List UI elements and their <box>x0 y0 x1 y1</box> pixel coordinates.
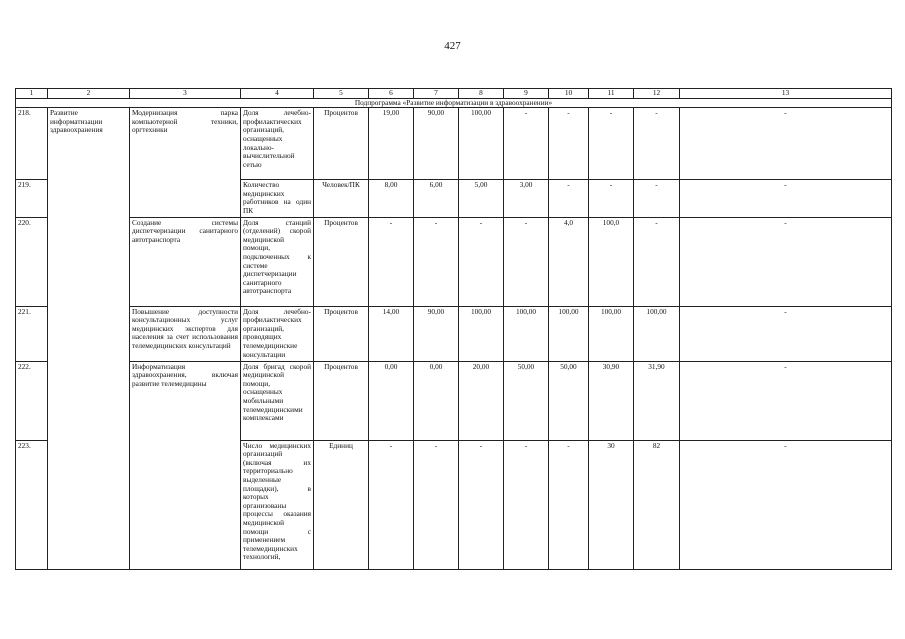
table-row <box>16 108 892 180</box>
subprogram-title: Подпрограмма «Развитие информатизации в здравоохранении» <box>16 98 892 108</box>
value-cell: 90,00 <box>414 108 459 180</box>
row-number: 218. <box>16 108 48 180</box>
unit-cell: Процентов <box>314 306 369 361</box>
value-cell: 82 <box>634 440 680 569</box>
value-cell: 20,00 <box>459 361 504 440</box>
value-cell: - <box>504 108 549 180</box>
value-cell: - <box>414 440 459 569</box>
value-cell: - <box>680 217 892 306</box>
value-cell: - <box>589 180 634 217</box>
task-cell: Информатизация здравоохранения, включая развитие телемедицины <box>130 361 241 569</box>
column-header: 13 <box>680 89 892 99</box>
table-row <box>16 306 892 361</box>
value-cell: - <box>634 217 680 306</box>
task-cell: Создание системы диспетчеризации санитарного автотранспорта <box>130 217 241 306</box>
value-cell: 31,90 <box>634 361 680 440</box>
column-header: 2 <box>48 89 130 99</box>
value-cell: - <box>459 440 504 569</box>
column-header: 10 <box>549 89 589 99</box>
value-cell: 100,00 <box>504 306 549 361</box>
column-header: 9 <box>504 89 549 99</box>
column-header: 5 <box>314 89 369 99</box>
value-cell: - <box>589 108 634 180</box>
value-cell: - <box>549 180 589 217</box>
value-cell: 50,00 <box>549 361 589 440</box>
goal-cell: Развитие информатизации здравоохранения <box>48 108 130 569</box>
value-cell: - <box>634 180 680 217</box>
unit-cell: Процентов <box>314 361 369 440</box>
row-number: 223. <box>16 440 48 569</box>
value-cell: 30 <box>589 440 634 569</box>
task-cell: Модернизация парка компьютерной техники, оргтехники <box>130 108 241 217</box>
value-cell: - <box>680 440 892 569</box>
indicator-cell: Доля станций (отделений) скорой медицинской помощи, подключенных к системе диспетчеризации санитарного автотранспорта <box>241 217 314 306</box>
value-cell: - <box>680 361 892 440</box>
column-header: 12 <box>634 89 680 99</box>
value-cell: - <box>504 217 549 306</box>
unit-cell: Человек/ПК <box>314 180 369 217</box>
value-cell: 0,00 <box>414 361 459 440</box>
column-header: 6 <box>369 89 414 99</box>
page-number: 427 <box>444 40 461 52</box>
indicator-cell: Доля лечебно-профилактических организаций, оснащенных локально-вычислительной сетью <box>241 108 314 180</box>
value-cell: 30,90 <box>589 361 634 440</box>
value-cell: - <box>680 306 892 361</box>
column-header: 4 <box>241 89 314 99</box>
row-number: 219. <box>16 180 48 217</box>
column-header: 1 <box>16 89 48 99</box>
column-header: 3 <box>130 89 241 99</box>
value-cell: 0,00 <box>369 361 414 440</box>
row-number: 221. <box>16 306 48 361</box>
value-cell: 50,00 <box>504 361 549 440</box>
unit-cell: Единиц <box>314 440 369 569</box>
value-cell: - <box>369 440 414 569</box>
row-number: 222. <box>16 361 48 440</box>
table-row <box>16 361 892 440</box>
unit-cell: Процентов <box>314 108 369 180</box>
value-cell: 3,00 <box>504 180 549 217</box>
indicator-cell: Доля лечебно-профилактических организаций, проводящих телемедицинские консультации <box>241 306 314 361</box>
value-cell: - <box>414 217 459 306</box>
value-cell: 100,00 <box>549 306 589 361</box>
value-cell: - <box>549 440 589 569</box>
unit-cell: Процентов <box>314 217 369 306</box>
row-number: 220. <box>16 217 48 306</box>
column-header: 7 <box>414 89 459 99</box>
indicator-cell: Число медицинских организаций (включая их территориально выделенные площадки), в которых организованы процессы оказания медицинской помощи с применением телемедицинских технологий, <box>241 440 314 569</box>
value-cell: 100,00 <box>589 306 634 361</box>
indicators-table <box>15 88 892 570</box>
value-cell: - <box>680 108 892 180</box>
indicator-cell: Количество медицинских работников на один ПК <box>241 180 314 217</box>
indicator-cell: Доля бригад скорой медицинской помощи, оснащенных мобильными телемедицинскими комплексами <box>241 361 314 440</box>
value-cell: 4,0 <box>549 217 589 306</box>
value-cell: - <box>459 217 504 306</box>
value-cell: - <box>504 440 549 569</box>
column-header: 8 <box>459 89 504 99</box>
value-cell: 100,00 <box>459 306 504 361</box>
column-number-row <box>16 89 892 99</box>
value-cell: 90,00 <box>414 306 459 361</box>
value-cell: - <box>680 180 892 217</box>
value-cell: 5,00 <box>459 180 504 217</box>
value-cell: - <box>634 108 680 180</box>
value-cell: 14,00 <box>369 306 414 361</box>
value-cell: 100,0 <box>589 217 634 306</box>
value-cell: - <box>549 108 589 180</box>
table-row <box>16 217 892 306</box>
value-cell: 8,00 <box>369 180 414 217</box>
value-cell: 100,00 <box>459 108 504 180</box>
value-cell: - <box>369 217 414 306</box>
subprogram-row <box>16 98 892 108</box>
value-cell: 100,00 <box>634 306 680 361</box>
task-cell: Повышение доступности консультационных услуг медицинских экспертов для населения за счет использования телемедицинских консультаций <box>130 306 241 361</box>
value-cell: 19,00 <box>369 108 414 180</box>
value-cell: 6,00 <box>414 180 459 217</box>
column-header: 11 <box>589 89 634 99</box>
